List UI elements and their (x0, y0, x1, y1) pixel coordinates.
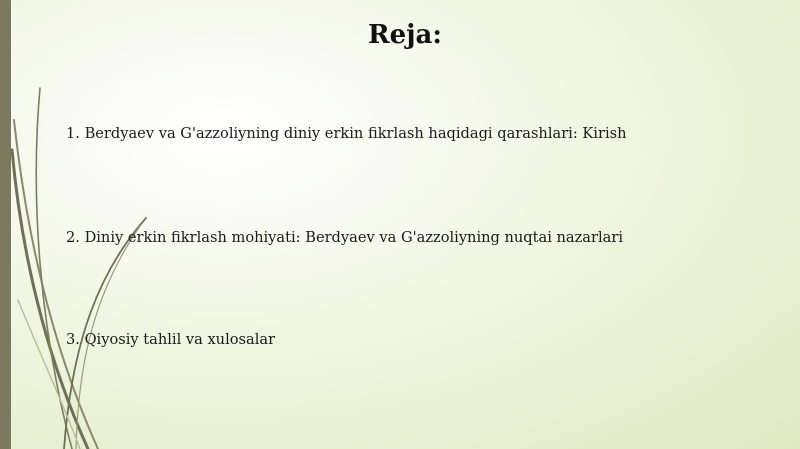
slide-title: Reja: (367, 20, 442, 50)
left-accent-bar (0, 0, 11, 449)
plan-item-2: 2. Diniy erkin fikrlash mohiyati: Berdyaev va G'azzoliyning nuqtai nazarlari (66, 229, 623, 246)
plan-item-3: 3. Qiyosiy tahlil va xulosalar (66, 331, 276, 348)
plan-item-1: 1. Berdyaev va G'azzoliyning diniy erkin fikrlash haqidagi qarashlari: Kirish (66, 125, 627, 142)
